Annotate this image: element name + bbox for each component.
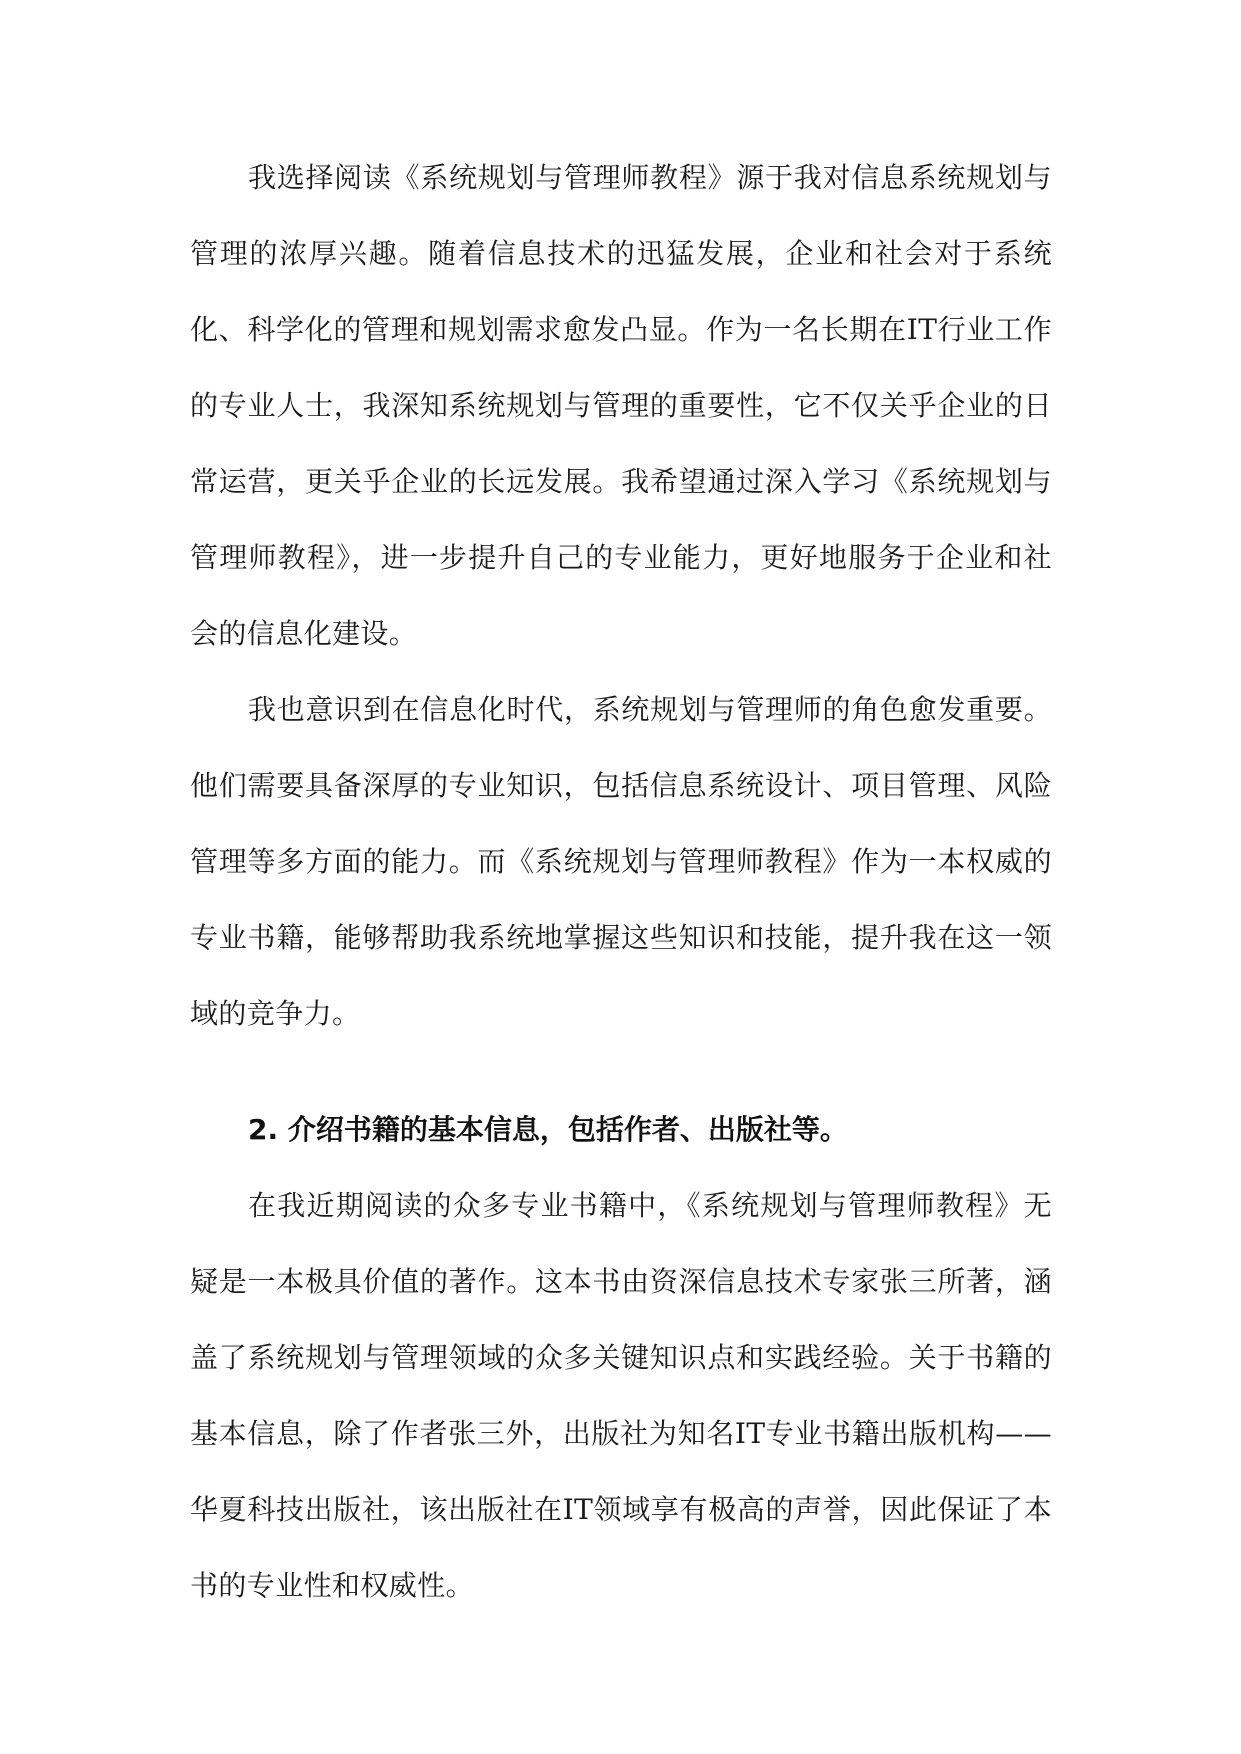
paragraph-reading-motivation: 我选择阅读《系统规划与管理师教程》源于我对信息系统规划与管理的浓厚兴趣。随着信息技术的迅猛发展，企业和社会对于系统化、科学化的管理和规划需求愈发凸显。作为一名长期在IT行业工作的专业人士，我深知系统规划与管理的重要性，它不仅关乎企业的日常运营，更关乎企业的长远发展。我希望通过深入学习《系统规划与管理师教程》，进一步提升自己的专业能力，更好地服务于企业和社会的信息化建设。 [190, 161, 1052, 650]
document-body [190, 140, 1052, 1624]
paragraph-book-info: 在我近期阅读的众多专业书籍中，《系统规划与管理师教程》无疑是一本极具价值的著作。这本书由资深信息技术专家张三所著，涵盖了系统规划与管理领域的众多关键知识点和实践经验。关于书籍的基本信息，除了作者张三外，出版社为知名IT专业书籍出版机构——华夏科技出版社，该出版社在IT领域享有极高的声誉，因此保证了本书的专业性和权威性。 [190, 1189, 1052, 1602]
paragraph-role-importance: 我也意识到在信息化时代，系统规划与管理师的角色愈发重要。他们需要具备深厚的专业知识，包括信息系统设计、项目管理、风险管理等多方面的能力。而《系统规划与管理师教程》作为一本权威的专业书籍，能够帮助我系统地掌握这些知识和技能，提升我在这一领域的竞争力。 [190, 693, 1052, 1030]
section-heading: 2. 介绍书籍的基本信息，包括作者、出版社等。 [248, 1113, 848, 1146]
